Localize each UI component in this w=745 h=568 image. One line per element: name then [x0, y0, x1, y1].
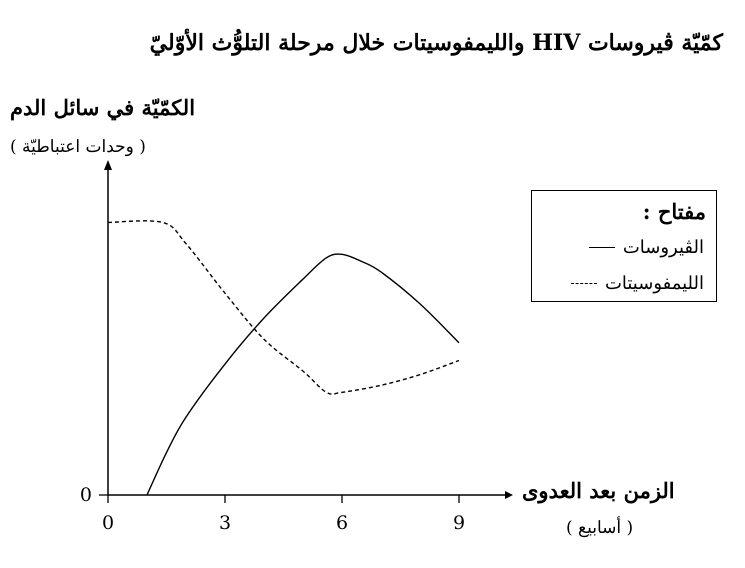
- x-tick-label-3: 3: [218, 512, 232, 534]
- series-line-lymphocytes: [108, 221, 459, 394]
- x-tick-label-9: 9: [452, 512, 466, 534]
- legend-label-viruses: الڤيروسات: [622, 237, 704, 258]
- legend-item-viruses: [589, 237, 704, 258]
- legend-swatch-dashed: [571, 283, 597, 284]
- x-tick-label-0: 0: [101, 512, 115, 534]
- chart-title: كمّيّة ڤيروسات HIV والليمفوسيتات خلال مرحلة التلوُّث الأوّليّ: [149, 30, 723, 56]
- x-tick-label-6: 6: [335, 512, 349, 534]
- series-line-viruses: [147, 254, 459, 495]
- x-axis-unit: ( أسابيع ): [566, 518, 634, 538]
- legend-item-lymphocytes: [571, 273, 704, 294]
- legend-label-lymphocytes: الليمفوسيتات: [604, 273, 704, 294]
- y-axis-label: الكمّيّة في سائل الدم: [10, 95, 196, 120]
- y-axis-unit: ( وحدات اعتباطيّة ): [10, 137, 146, 157]
- legend: [531, 190, 717, 302]
- x-axis-label: الزمن بعد العدوى: [522, 478, 675, 503]
- x-axis-arrow: [505, 491, 513, 499]
- legend-swatch-solid: [589, 247, 615, 248]
- y-axis-arrow: [104, 160, 112, 170]
- y-tick-label-0: 0: [79, 484, 92, 506]
- legend-title: مفتاح :: [642, 199, 706, 224]
